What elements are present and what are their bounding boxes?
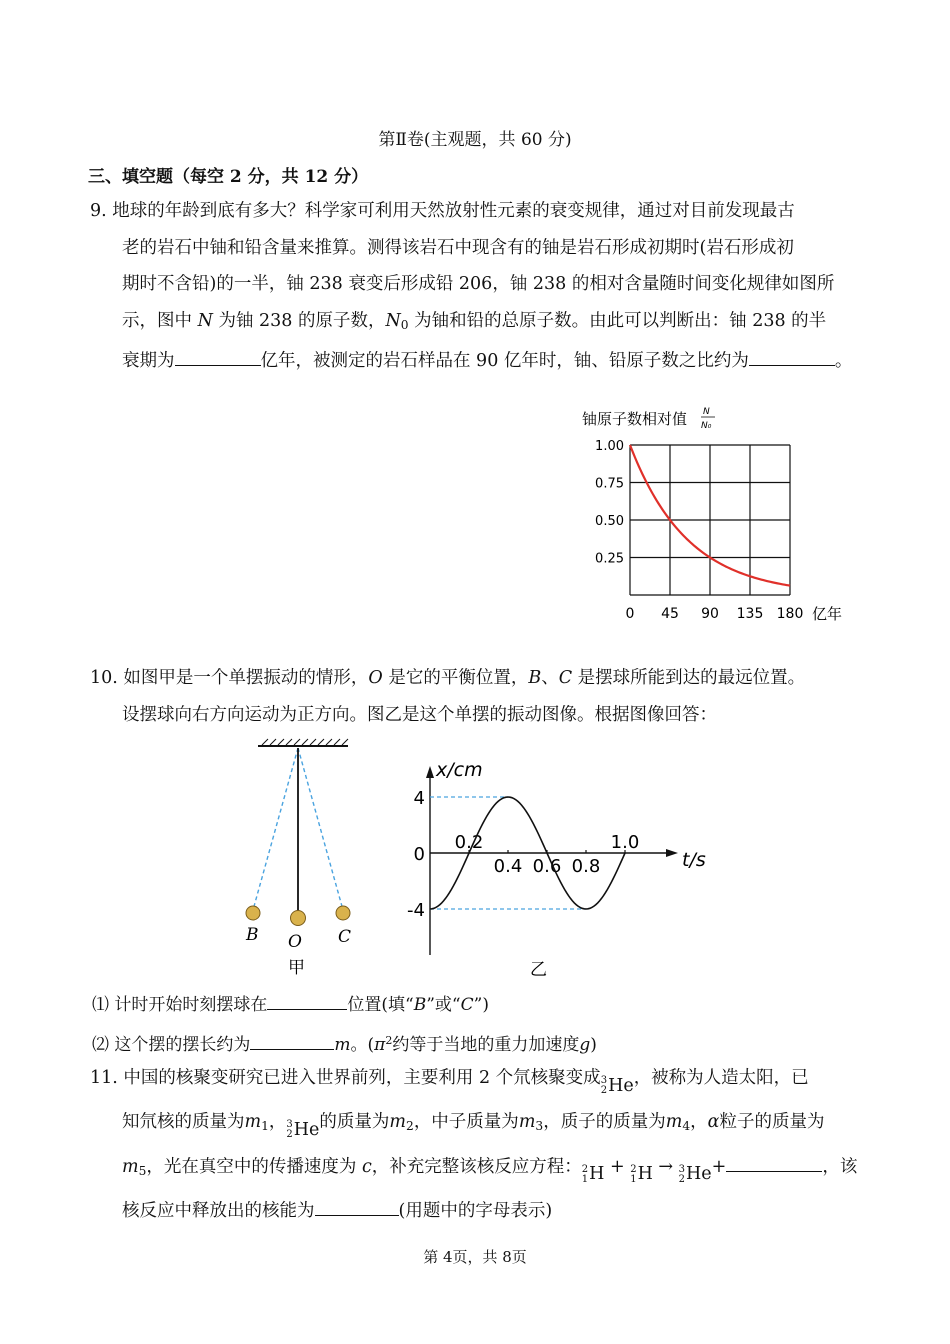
q9-blank-2[interactable] [749,347,835,366]
q9-line-5b: 亿年，被测定的岩石样品在 90 亿年时，铀、铅原子数之比约为 [260,351,749,372]
uranium-decay-chart [570,395,860,630]
chart2-y-tick-label: 4 [413,788,425,809]
q10-s2b: 。( [350,1035,375,1056]
deuterium-nuclide-2 [630,1156,653,1193]
label-C: C [338,927,352,947]
q10-s2-sup: 2 [385,1034,393,1047]
q11-line-1b: ，被称为人造太阳，已 [633,1068,809,1088]
q9-line-4b: 为铀 238 的原子数， [212,310,386,331]
q10-s2a: 这个摆的摆长约为 [114,1035,251,1056]
q10-s2-pi: π [374,1035,386,1056]
q11-line-3c: ，该 [822,1156,858,1177]
q11-line-2g: 粒子的质量为 [719,1112,825,1133]
q11-alpha: α [707,1112,720,1133]
q10-B: B [528,668,542,688]
chart1-x-tick-label: 0 [625,606,635,622]
he-mass: 3 [678,1163,686,1175]
deuterium-nuclide-1 [582,1156,605,1193]
q10-number: 10. [90,668,118,688]
q11-m3-sub: 3 [535,1119,544,1134]
chart2-x-tick-label: 0.2 [454,832,484,853]
q11-m5-sub: 5 [138,1163,147,1178]
h-charge: 1 [630,1173,637,1185]
q10-C: C [558,668,573,688]
chart1-y-tick-label: 0.25 [595,551,624,567]
he-symbol: He [608,1075,634,1096]
q10-line-1a: 如图甲是一个单摆振动的情形， [123,668,369,688]
part-title: 三、填空题（每空 2 分，共 12 分） [88,167,369,187]
q10-line-1d: 是摆球所能到达的最远位置。 [572,668,806,688]
q11-blank-2[interactable] [315,1197,399,1216]
q11-line-2b: ， [268,1112,287,1133]
chart1-x-tick-label: 45 [661,606,679,622]
h-mass: 2 [581,1163,589,1175]
q11-line-3a: ，光在真空中的传播速度为 [146,1156,362,1177]
chart2-x-tick-label: 0.4 [493,856,523,877]
q11-line-3b: ，补充完整该核反应方程： [371,1156,582,1177]
q9-line-5a: 衰期为 [122,351,175,372]
chart2-ylabel: x/cm [436,759,483,781]
q11-line-2f: ， [690,1112,708,1133]
q10-blank-1[interactable] [267,991,347,1010]
chart2-caption: 乙 [530,960,547,980]
chart2-y-arrow [426,766,434,778]
chart1-ylabel-numerator: N [703,407,710,417]
q9-line-2: 老的岩石中铀和铅含量来推算。测得该岩石中现含有的铀是岩石形成初期时(岩石形成初 [122,237,794,258]
q9-number: 9. [90,201,107,221]
helium-3-nuclide-2 [286,1112,319,1149]
q9-line-3: 期时不含铅)的一半，铀 238 衰变后形成铅 206，铀 238 的相对含量随时间变化规律如图所 [122,274,835,294]
q10-s2d: ) [590,1035,597,1056]
h-symbol: H [637,1164,653,1185]
q10-line-2: 设摆球向右方向运动为正方向。图乙是这个单摆的振动图像。根据图像回答： [122,704,717,725]
q10-s1d: ”) [473,995,489,1015]
page-footer: 第 4页，共 8页 [423,1248,527,1266]
chart2-x-tick-label: 0.8 [571,856,601,877]
q9-line-4a: 示，图中 [122,310,198,331]
q11-plus2: + [711,1156,727,1177]
q9-blank-1[interactable] [175,347,261,366]
question-9 [90,193,852,380]
helium-3-nuclide [601,1068,634,1105]
chart1-title: 铀原子数相对值 [582,410,688,428]
q10-s2c: 约等于当地的重力加速度 [392,1035,580,1056]
vibration-graph [400,750,720,980]
chart2-x-arrow [666,849,678,857]
chart2-x-tick-label: 0.6 [532,856,562,877]
q11-m1-sub: 1 [261,1119,269,1134]
q10-blank-2[interactable] [250,1031,334,1050]
q11-line-4a: 核反应中释放出的核能为 [122,1200,315,1221]
q11-c: c [361,1156,372,1177]
chart1-x-tick-label: 135 [736,606,764,622]
h-mass: 2 [630,1163,637,1175]
bob-C [336,906,350,920]
q10-s1-B: B [413,995,427,1015]
chart2-y-tick-label: -4 [407,900,425,921]
q9-N0-sub: 0 [400,317,409,332]
ceiling-hatch [262,739,348,745]
chart1-ylabel-denominator: N₀ [701,421,712,431]
chart2-y-tick-label: 0 [413,844,425,865]
q11-m4-sub: 4 [682,1119,691,1134]
q11-number: 11. [90,1068,118,1088]
chart1-y-tick-label: 0.75 [595,476,624,492]
q11-line-2c: 的质量为 [319,1112,390,1133]
bob-O [291,911,306,926]
q11-m1: m [244,1112,262,1133]
he-symbol: He [293,1120,320,1140]
q11-arrow: → [652,1156,679,1177]
q11-line-1a: 中国的核聚变研究已进入世界前列，主要利用 2 个氘核聚变成 [123,1068,601,1088]
q11-m2-sub: 2 [406,1119,414,1134]
q10-line-1b: 是它的平衡位置， [382,668,529,688]
q9-line-5c: 。 [834,351,853,372]
q11-plus: + [604,1156,631,1177]
section-title: 第Ⅱ卷(主观题，共 60 分) [378,130,572,150]
q10-s1c: ”或“ [426,995,461,1015]
q10-s2-g: g [579,1035,591,1056]
q11-m4: m [665,1112,683,1133]
chart1-y-tick-label: 0.50 [595,514,624,529]
q9-line-1: 地球的年龄到底有多大？科学家可利用天然放射性元素的衰变规律，通过对目前发现最古 [112,201,795,221]
caption-jia: 甲 [288,958,305,978]
q10-s1b: 位置(填“ [347,995,414,1015]
he-charge: 2 [678,1173,686,1185]
q10-s1a: 计时开始时刻摆球在 [114,995,268,1015]
q11-line-2d: ，中子质量为 [413,1112,519,1133]
question-10 [90,660,805,733]
h-symbol: H [589,1164,605,1185]
q10-line-1c: 、 [541,668,559,688]
q10-s1-num: ⑴ [92,995,109,1015]
he-mass: 3 [600,1075,608,1086]
q11-m2: m [389,1112,407,1133]
q10-sub-1 [92,987,489,1023]
chart1-xlabel: 亿年 [812,605,843,623]
label-O: O [288,932,302,952]
he-charge: 2 [600,1085,608,1096]
chart2-x-tick-label: 1.0 [610,832,640,853]
q11-line-2e: ，质子的质量为 [543,1112,666,1133]
q10-s1-C: C [460,995,474,1015]
chart2-xlabel: t/s [682,849,706,871]
chart1-x-tick-label: 90 [701,606,719,622]
string-to-B [253,748,298,910]
he-charge: 2 [286,1129,293,1141]
pendulum-figure [230,738,370,983]
q11-m3: m [518,1112,536,1133]
bob-B [246,906,260,920]
q11-line-2a: 知氘核的质量为 [122,1112,245,1133]
q11-blank-1[interactable] [726,1153,822,1172]
chart1-y-tick-label: 1.00 [595,439,624,454]
q10-sub-2 [92,1023,597,1063]
q9-N0: N [385,310,401,331]
he-mass: 3 [286,1119,293,1131]
q10-O: O [368,668,383,688]
question-11 [90,1060,857,1229]
helium-3-nuclide-3 [679,1156,712,1193]
q9-line-4c: 为铀和铅的总原子数。由此可以判断出：铀 238 的半 [408,310,827,331]
he-symbol: He [686,1164,712,1185]
string-to-C [298,748,343,910]
q11-line-4b: (用题中的字母表示) [398,1200,553,1221]
q10-s2-m: m [334,1035,351,1056]
q9-N: N [197,310,213,331]
label-B: B [246,925,259,945]
h-charge: 1 [581,1173,589,1185]
q10-s2-num: ⑵ [92,1035,109,1056]
chart1-x-tick-label: 180 [776,606,804,622]
q11-m5: m [122,1156,139,1177]
